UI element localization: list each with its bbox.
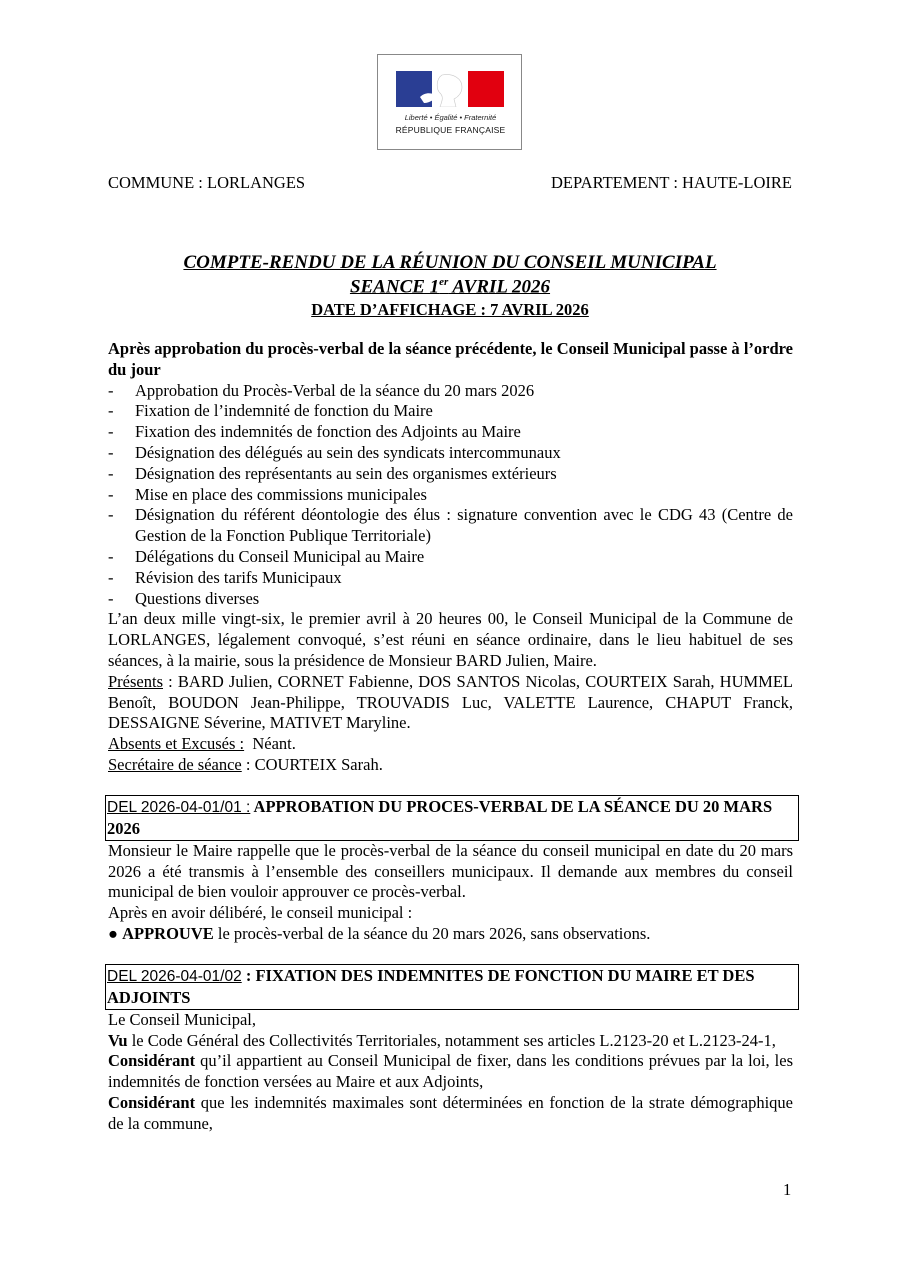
agenda-dash: - (108, 422, 114, 442)
logo-motto: Liberté • Égalité • Fraternité (404, 113, 497, 122)
agenda-item-text: Fixation des indemnités de fonction des Adjoints au Maire (135, 422, 521, 442)
del1-decision (108, 924, 793, 945)
agenda-dash: - (108, 567, 114, 587)
agenda-dash: - (108, 588, 114, 608)
seance-suffix: AVRIL 2026 (448, 276, 551, 298)
agenda-list (108, 381, 793, 610)
document-body (108, 339, 793, 1135)
del1-after: Après en avoir délibéré, le conseil municipal : (108, 903, 413, 923)
del2-intro: Le Conseil Municipal, (108, 1009, 257, 1029)
del2-c1-bold: Considérant (108, 1051, 196, 1071)
agenda-item-text: Questions diverses (135, 588, 260, 608)
seance-sup: er (439, 276, 449, 288)
del2-c1-text: qu’il appartient au Conseil Municipal de fixer, dans les conditions prévues par la loi, les indemnités de fonction versées au Maire et aux Adjoints, (108, 1051, 793, 1092)
departement-label: DEPARTEMENT : HAUTE-LOIRE (551, 173, 792, 192)
agenda-dash: - (108, 484, 114, 504)
preamble-text: L’an deux mille vingt-six, le premier avril à 20 heures 00, le Conseil Municipal de la Commune de LORLANGES, légalement convoqué, s’est réuni en séance ordinaire, dans le lieu habituel de ses séances, à la mairie, sous la présidence de Monsieur BARD Julien, Maire. (108, 609, 793, 670)
del1-decision-bold: APPROUVE (122, 923, 214, 943)
del2-considerant-2 (108, 1093, 793, 1135)
secretaire-paragraph (108, 755, 793, 776)
agenda-item-text: Délégations du Conseil Municipal au Maire (135, 546, 425, 566)
del2-vu (108, 1031, 793, 1052)
bullet-icon: ● (108, 923, 118, 943)
del2-vu-bold: Vu (108, 1030, 128, 1050)
agenda-dash: - (108, 442, 114, 462)
deliberation-code-1: DEL 2026-04-01/01 : (107, 798, 251, 816)
agenda-dash: - (108, 546, 114, 566)
agenda-item (108, 422, 793, 443)
page-number: 1 (783, 1180, 792, 1199)
agenda-item-text: Approbation du Procès-Verbal de la séance du 20 mars 2026 (135, 380, 535, 400)
agenda-item-text: Désignation du référent déontologie des élus : signature convention avec le CDG 43 (Centre de Gestion de la Fonction Publique Territoriale) (135, 505, 793, 546)
agenda-item (108, 401, 793, 422)
seance-prefix: SEANCE 1 (349, 276, 440, 298)
del2-c2-text: que les indemnités maximales sont déterminées en fonction de la strate démographique de la commune, (108, 1092, 793, 1133)
deliberation-code-2: DEL 2026-04-01/02 (107, 967, 242, 985)
agenda-item (108, 589, 793, 610)
deliberation-heading-2 (105, 964, 799, 1010)
agenda-item-text: Fixation de l’indemnité de fonction du Maire (135, 401, 433, 421)
absents-label: Absents et Excusés : (108, 734, 245, 754)
agenda-item (108, 568, 793, 589)
agenda-item-text: Désignation des délégués au sein des syndicats intercommunaux (135, 442, 561, 462)
seance-date-title (108, 276, 792, 298)
del1-body: Monsieur le Maire rappelle que le procès-verbal de la séance du conseil municipal en date du 20 mars 2026 a été transmis à l’ensemble des conseillers municipaux. Il demande aux membres du conseil municipal de bien vouloir approuver ce procès-verbal. (108, 840, 793, 902)
deliberation-title-2: : FIXATION DES INDEMNITES DE FONCTION DU MAIRE ET DES ADJOINTS (107, 965, 755, 1007)
secretaire-label: Secrétaire de séance (108, 754, 242, 774)
agenda-item (108, 485, 793, 506)
agenda-item-text: Mise en place des commissions municipales (135, 484, 427, 504)
deliberation-title-1: APPROBATION DU PROCES-VERBAL DE LA SÉANCE DU 20 MARS 2026 (107, 796, 773, 838)
secretaire-value: : COURTEIX Sarah. (241, 754, 383, 774)
agenda-dash: - (108, 401, 114, 421)
agenda-item-text: Désignation des représentants au sein des organismes extérieurs (135, 463, 557, 483)
del2-c2-bold: Considérant (108, 1092, 196, 1112)
marianne-flag-icon (396, 71, 504, 107)
absents-paragraph (108, 734, 793, 755)
agenda-item (108, 547, 793, 568)
presents-paragraph (108, 672, 793, 734)
agenda-item (108, 443, 793, 464)
agenda-item (108, 505, 793, 547)
del2-vu-text: le Code Général des Collectivités Territoriales, notamment ses articles L.2123-20 et L.2123-24-1, (127, 1030, 776, 1050)
document-title: COMPTE-RENDU DE LA RÉUNION DU CONSEIL MUNICIPAL (183, 252, 717, 273)
deliberation-heading-1 (105, 795, 799, 841)
agenda-item (108, 381, 793, 402)
agenda-item-text: Révision des tarifs Municipaux (135, 567, 342, 587)
presents-label: Présents (108, 671, 163, 691)
republique-francaise-logo (377, 54, 522, 150)
del2-considerant-1 (108, 1051, 793, 1093)
date-affichage: DATE D’AFFICHAGE : 7 AVRIL 2026 (311, 300, 589, 319)
intro-text: Après approbation du procès-verbal de la séance précédente, le Conseil Municipal passe à l’ordre du jour (108, 339, 793, 379)
agenda-item (108, 464, 793, 485)
del1-decision-text: le procès-verbal de la séance du 20 mars 2026, sans observations. (213, 923, 651, 943)
logo-republique-francaise: RÉPUBLIQUE FRANÇAISE (395, 125, 506, 135)
agenda-dash: - (108, 380, 114, 400)
absents-value: Néant. (244, 734, 296, 754)
agenda-dash: - (108, 505, 114, 525)
commune-label: COMMUNE : LORLANGES (108, 173, 306, 192)
presents-list: : BARD Julien, CORNET Fabienne, DOS SANTOS Nicolas, COURTEIX Sarah, HUMMEL Benoît, BOUDON Jean-Philippe, TROUVADIS Luc, VALETTE Laurence, CHAPUT Franck, DESSAIGNE Séverine, MATIVET Maryline. (108, 671, 793, 733)
agenda-dash: - (108, 463, 114, 483)
